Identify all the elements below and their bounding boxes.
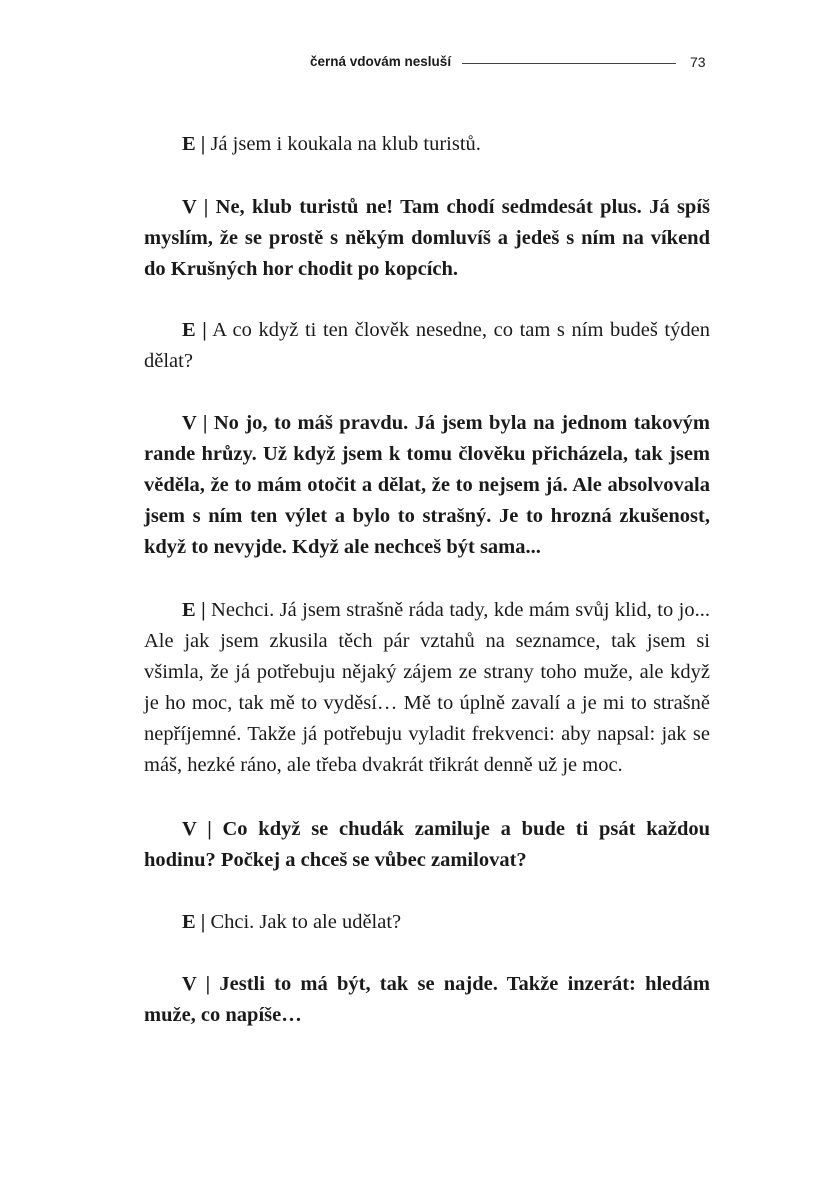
- dialogue-text: Já jsem i koukala na klub turistů.: [205, 133, 481, 155]
- dialogue-paragraph-v: [144, 969, 710, 1031]
- dialogue-paragraph-e: [144, 907, 710, 938]
- dialogue-text: Nechci. Já jsem strašně ráda tady, kde mám svůj klid, to jo... Ale jak jsem zkusila těch pár vztahů na seznamce, tak jsem si všimla, že já potřebuju nějaký zájem ze strany toho muže, ale když je ho moc, tak mě to vyděsí… Mě to úplně zavalí a je mi to strašně nepříjemné. Takže já potřebuju vyladit frekvenci: aby napsal: jak se máš, hezké ráno, ale třeba dvakrát třikrát denně už je moc.: [144, 599, 710, 776]
- speaker-label: E |: [182, 599, 206, 621]
- speaker-label: V |: [182, 818, 212, 840]
- dialogue-text: No jo, to máš pravdu. Já jsem byla na jednom takovým rande hrůzy. Už když jsem k tomu člověku přicházela, tak jsem věděla, že to mám otočit a dělat, že to nejsem já. Ale absolvovala jsem s ním ten výlet a bylo to strašný. Je to hrozná zkušenost, když to nevyjde. Když ale nechceš být sama...: [144, 412, 710, 558]
- dialogue-text: Chci. Jak to ale udělat?: [205, 911, 402, 933]
- speaker-label: V |: [182, 196, 209, 218]
- speaker-label: E |: [182, 911, 206, 933]
- running-header: [0, 52, 836, 74]
- dialogue-paragraph-e: [144, 595, 710, 781]
- speaker-label: V |: [182, 973, 211, 995]
- dialogue-text: A co když ti ten člověk nesedne, co tam s ním budeš týden dělat?: [144, 319, 710, 372]
- dialogue-paragraph-e: [144, 315, 710, 377]
- dialogue-text: Co když se chudák zamiluje a bude ti psát každou hodinu? Počkej a chceš se vůbec zamilovat?: [144, 818, 711, 871]
- speaker-label: E |: [182, 319, 207, 341]
- speaker-label: V |: [182, 412, 208, 434]
- running-head-title: černá vdovám nesluší: [310, 54, 452, 69]
- header-rule: [462, 63, 676, 64]
- dialogue-text: Jestli to má být, tak se najde. Takže inzerát: hledám muže, co napíše…: [144, 973, 711, 1026]
- page-number: 73: [690, 54, 706, 70]
- dialogue-paragraph-v: [144, 192, 710, 285]
- dialogue-text: Ne, klub turistů ne! Tam chodí sedmdesát plus. Já spíš myslím, že se prostě s někým domluvíš a jedeš s ním na víkend do Krušných hor chodit po kopcích.: [144, 196, 711, 280]
- dialogue-paragraph-v: [144, 408, 710, 563]
- dialogue-paragraph-e: [144, 129, 710, 160]
- dialogue-paragraph-v: [144, 814, 710, 876]
- speaker-label: E |: [182, 133, 206, 155]
